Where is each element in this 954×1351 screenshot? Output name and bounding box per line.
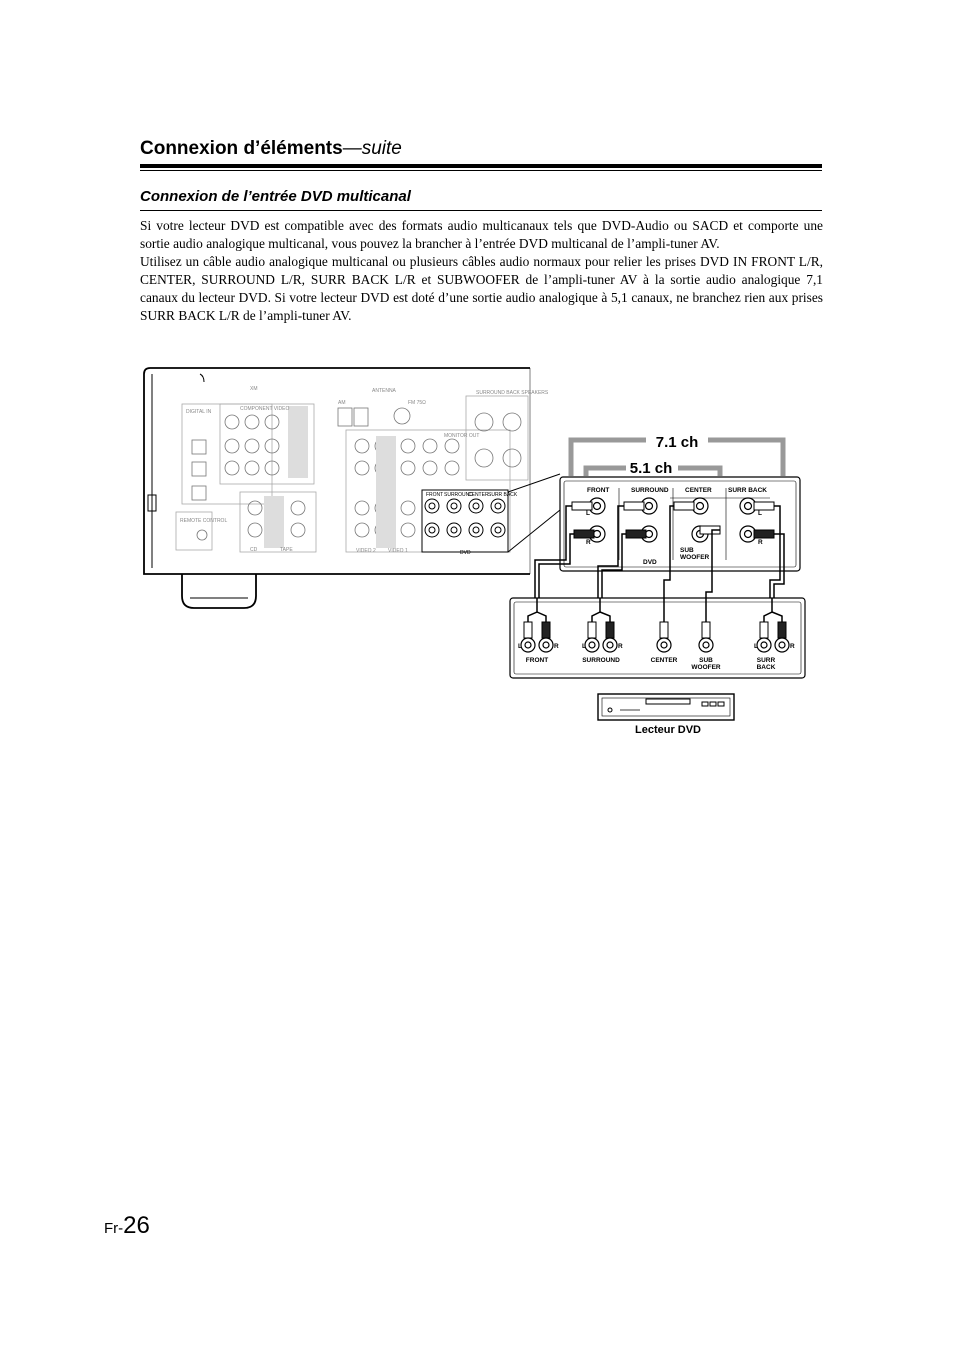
inset-label-sub: SUB: [680, 547, 694, 554]
player-label-r-front: R: [554, 643, 559, 650]
inset-label-surr-back: SURR BACK: [728, 487, 767, 494]
label-tape: TAPE: [280, 547, 293, 553]
player-output-panel: [510, 598, 805, 678]
label-5-1-ch: 5.1 ch: [629, 460, 673, 477]
page-number-prefix: Fr-: [104, 1220, 124, 1237]
player-label-l-surround: L: [582, 643, 586, 650]
label-back-surround: SURROUND: [444, 492, 473, 498]
dvd-input-inset: [560, 430, 800, 571]
label-back-surr-back: SURR BACK: [488, 492, 518, 498]
player-label-r-surround: R: [618, 643, 623, 650]
section-rule: [140, 210, 822, 211]
inset-label-surround: SURROUND: [631, 487, 669, 494]
dvd-player-device: [598, 694, 734, 720]
label-7-1-ch: 7.1 ch: [655, 434, 699, 451]
player-label-woofer: WOOFER: [691, 664, 721, 671]
label-monitor-out: MONITOR OUT: [444, 433, 480, 439]
label-component-video: COMPONENT VIDEO: [240, 406, 290, 412]
header-rule-thin: [140, 170, 822, 171]
inset-label-center: CENTER: [685, 487, 712, 494]
label-am: AM: [338, 400, 346, 406]
page-number: [104, 1212, 150, 1240]
header-rule: [140, 164, 822, 168]
dvd-player-label: Lecteur DVD: [634, 724, 702, 736]
inset-label-r-surr-back: R: [758, 539, 763, 546]
label-surround-back-speakers: SURROUND BACK SPEAKERS: [476, 390, 549, 396]
label-remote-control: REMOTE CONTROL: [180, 518, 228, 524]
connection-diagram: [140, 360, 810, 755]
label-video1: VIDEO 1: [388, 548, 408, 554]
inset-label-l-front: L: [586, 510, 590, 517]
player-label-front: FRONT: [525, 657, 549, 664]
receiver-back-jacks: [192, 406, 521, 548]
label-back-center: CENTER: [468, 492, 489, 498]
header-suffix: —suite: [342, 138, 402, 159]
label-fm: FM 75Ω: [408, 400, 426, 406]
label-back-front: FRONT: [426, 492, 444, 498]
section-title: Connexion de l’entrée DVD multicanal: [140, 188, 411, 205]
inset-label-l-surr-back: L: [758, 510, 762, 517]
player-label-r-surr-back: R: [790, 643, 795, 650]
player-label-center: CENTER: [650, 657, 678, 664]
inset-label-r-front: R: [586, 539, 591, 546]
zoom-lines: [508, 474, 560, 552]
player-label-surr: SURR: [756, 657, 776, 664]
paragraph-intro: Si votre lecteur DVD est compatible avec des formats audio multicanaux tels que DVD-Audio ou SACD et comporte une sortie audio analogique multicanal, vous pouvez la brancher à l’entrée DVD multicanal de l’ampli-tuner AV.: [140, 218, 823, 251]
page-number-value: 26: [123, 1212, 150, 1239]
page-header: [140, 138, 402, 160]
player-label-back: BACK: [756, 664, 776, 671]
label-cd: CD: [250, 547, 258, 553]
header-title: Connexion d’éléments: [140, 138, 343, 159]
receiver-dvd-multichannel-jacks: [422, 490, 508, 552]
player-label-surround: SURROUND: [582, 657, 620, 664]
receiver-back-panel: [144, 368, 530, 608]
player-label-l-front: L: [518, 643, 522, 650]
label-back-dvd: DVD: [460, 550, 471, 556]
player-label-sub: SUB: [699, 657, 713, 664]
label-video2: VIDEO 2: [356, 548, 376, 554]
inset-label-front: FRONT: [587, 487, 610, 494]
label-digital-in: DIGITAL IN: [186, 409, 212, 415]
paragraph-instructions: Utilisez un câble audio analogique multicanal ou plusieurs câbles audio normaux pour relier les prises DVD IN FRONT L/R, CENTER, SURROUND L/R, SURR BACK L/R et SUBWOOFER de l’ampli-tuner AV à la sortie audio analogique 7,1 canaux du lecteur DVD. Si votre lecteur DVD est doté d’une sortie audio analogique à 5,1 canaux, ne branchez rien aux prises SURR BACK L/R de l’ampli-tuner AV.: [140, 254, 823, 323]
label-xm: XM: [250, 386, 258, 392]
inset-label-dvd: DVD: [643, 559, 657, 566]
inset-label-woofer: WOOFER: [680, 554, 710, 561]
label-antenna: ANTENNA: [372, 388, 396, 394]
player-label-l-surr-back: L: [754, 643, 758, 650]
receiver-back-labels: [180, 386, 549, 556]
